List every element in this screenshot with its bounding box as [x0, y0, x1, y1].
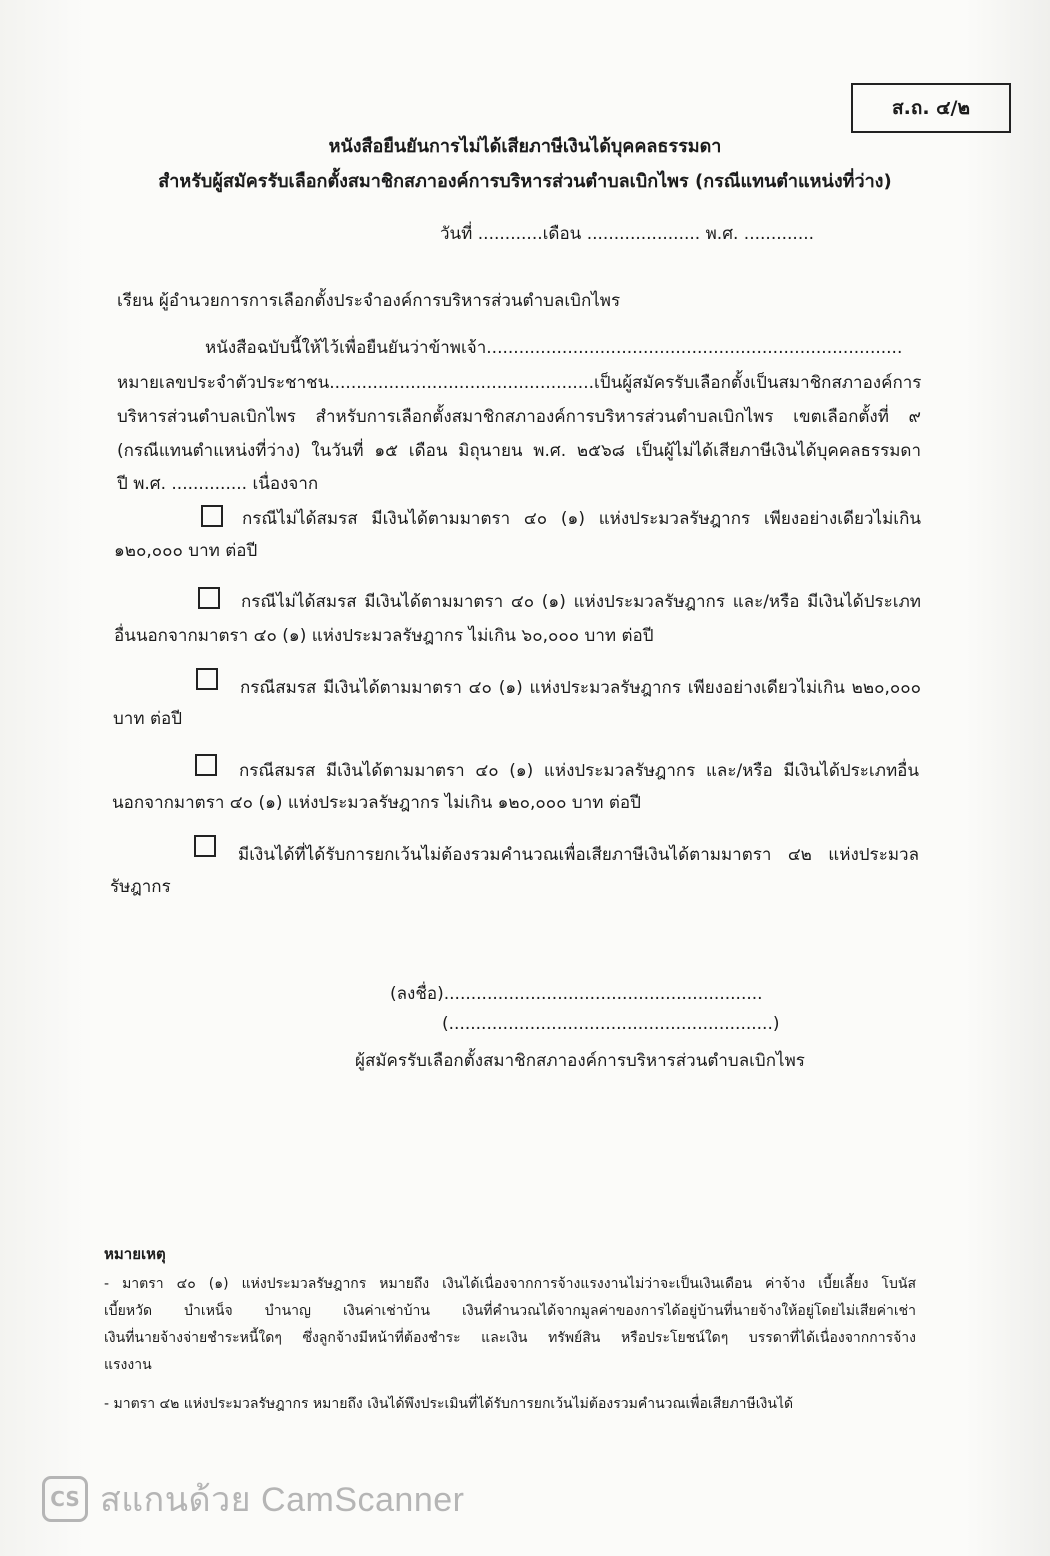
document-title: หนังสือยืนยันการไม่ได้เสียภาษีเงินได้บุคคลธรรมดา [328, 136, 722, 157]
option-4-line-2: นอกจากมาตรา ๔๐ (๑) แห่งประมวลรัษฎากร ไม่เกิน ๑๒๐,๐๐๐ บาท ต่อปี [112, 793, 641, 813]
date-line: วันที่ ............เดือน ..................... พ.ศ. ............. [440, 224, 815, 244]
option-4-checkbox[interactable] [195, 754, 217, 776]
option-5-line-2: รัษฎากร [110, 877, 171, 897]
camscanner-watermark-text: สแกนด้วย CamScanner [100, 1481, 465, 1519]
signature-line: (ลงชื่อ)........................................................... [390, 984, 763, 1004]
body-line-2: หมายเลขประจำตัวประชาชน.................................................เป็นผู้สมัครรับเลือกตั้งเป็นสมาชิกสภาองค์การ [117, 373, 922, 393]
camscanner-logo-text: CS [50, 1487, 80, 1511]
camscanner-logo-icon [42, 1476, 88, 1522]
option-1-checkbox[interactable] [201, 505, 223, 527]
body-line-1: หนังสือฉบับนี้ให้ไว้เพื่อยืนยันว่าข้าพเจ้า............................................................................. [205, 338, 903, 358]
salutation: เรียน ผู้อำนวยการการเลือกตั้งประจำองค์การบริหารส่วนตำบลเบิกไพร [117, 291, 621, 311]
option-4-line-1: กรณีสมรส มีเงินได้ตามมาตรา ๔๐ (๑) แห่งประมวลรัษฎากร และ/หรือ มีเงินได้ประเภทอื่น [239, 761, 919, 781]
option-3-line-1: กรณีสมรส มีเงินได้ตามมาตรา ๔๐ (๑) แห่งประมวลรัษฎากร เพียงอย่างเดียวไม่เกิน ๒๒๐,๐๐๐ [240, 678, 921, 698]
note-1-line-2: เบี้ยหวัด บำเหน็จ บำนาญ เงินค่าเช่าบ้าน เงินที่คำนวณได้จากมูลค่าของการได้อยู่บ้านที่นายจ้างให้อยู่โดยไม่เสียค่าเช่า [104, 1303, 916, 1319]
option-5-line-1: มีเงินได้ที่ได้รับการยกเว้นไม่ต้องรวมคำนวณเพื่อเสียภาษีเงินได้ตามมาตรา ๔๒ แห่งประมวล [238, 845, 919, 865]
option-2-line-2: อื่นนอกจากมาตรา ๔๐ (๑) แห่งประมวลรัษฎากร ไม่เกิน ๖๐,๐๐๐ บาท ต่อปี [114, 626, 654, 646]
option-1-line-1: กรณีไม่ได้สมรส มีเงินได้ตามมาตรา ๔๐ (๑) แห่งประมวลรัษฎากร เพียงอย่างเดียวไม่เกิน [242, 509, 921, 529]
signatory-name-line: (............................................................) [442, 1014, 780, 1034]
option-2-checkbox[interactable] [198, 587, 220, 609]
option-3-checkbox[interactable] [196, 668, 218, 690]
note-1-line-1: - มาตรา ๔๐ (๑) แห่งประมวลรัษฎากร หมายถึง เงินได้เนื่องจากการจ้างแรงงานไม่ว่าจะเป็นเงินเดือน ค่าจ้าง เบี้ยเลี้ยง โบนัส [104, 1276, 916, 1292]
form-code-box [851, 83, 1011, 133]
form-code: ส.ถ. ๔/๒ [892, 97, 970, 119]
option-5-checkbox[interactable] [194, 835, 216, 857]
note-1-line-3: เงินที่นายจ้างจ่ายชำระหนี้ใดๆ ซึ่งลูกจ้างมีหน้าที่ต้องชำระ และเงิน ทรัพย์สิน หรือประโยชน์ใดๆ บรรดาที่ได้เนื่องจากการจ้าง [104, 1330, 916, 1346]
document-subtitle: สำหรับผู้สมัครรับเลือกตั้งสมาชิกสภาองค์การบริหารส่วนตำบลเบิกไพร (กรณีแทนตำแหน่งที่ว่าง) [158, 171, 892, 192]
note-2: - มาตรา ๔๒ แห่งประมวลรัษฎากร หมายถึง เงินได้พึงประเมินที่ได้รับการยกเว้นไม่ต้องรวมคำนวณเพื่อเสียภาษีเงินได้ [104, 1396, 794, 1412]
option-2-line-1: กรณีไม่ได้สมรส มีเงินได้ตามมาตรา ๔๐ (๑) แห่งประมวลรัษฎากร และ/หรือ มีเงินได้ประเภท [241, 592, 921, 612]
body-line-4: (กรณีแทนตำแหน่งที่ว่าง) ในวันที่ ๑๕ เดือน มิถุนายน พ.ศ. ๒๕๖๘ เป็นผู้ไม่ได้เสียภาษีเงินได้บุคคลธรรมดา [117, 441, 921, 461]
notes-heading: หมายเหตุ [104, 1245, 166, 1263]
body-line-5: ปี พ.ศ. .............. เนื่องจาก [117, 474, 319, 494]
body-line-3: บริหารส่วนตำบลเบิกไพร สำหรับการเลือกตั้งสมาชิกสภาองค์การบริหารส่วนตำบลเบิกไพร เขตเลือกตั้งที่ ๙ [117, 407, 921, 427]
option-3-line-2: บาท ต่อปี [113, 709, 182, 729]
option-1-line-2: ๑๒๐,๐๐๐ บาท ต่อปี [114, 541, 258, 561]
note-1-line-4: แรงงาน [104, 1357, 152, 1373]
signatory-position: ผู้สมัครรับเลือกตั้งสมาชิกสภาองค์การบริหารส่วนตำบลเบิกไพร [355, 1051, 805, 1071]
camscanner-watermark [42, 1472, 464, 1526]
